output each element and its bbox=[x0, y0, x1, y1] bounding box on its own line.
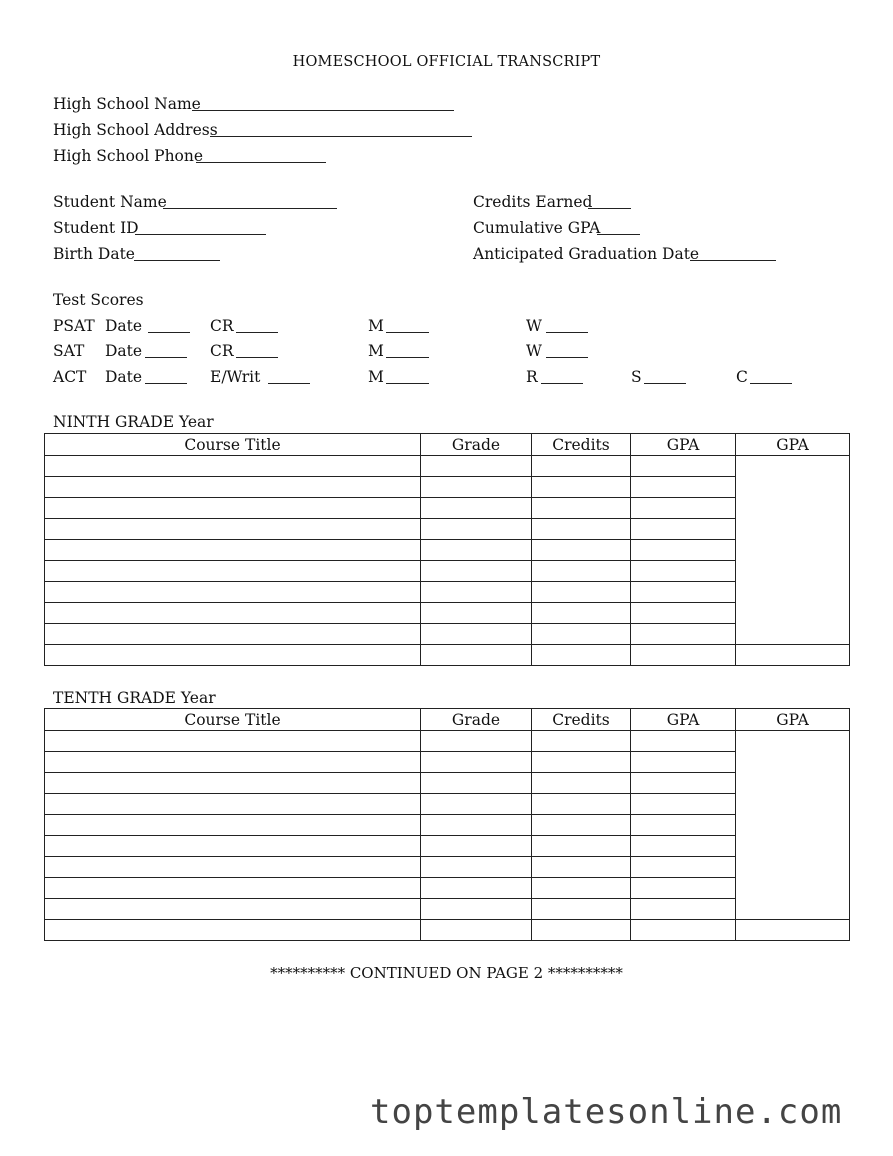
grade-cell[interactable] bbox=[421, 645, 532, 666]
grade-cell[interactable] bbox=[421, 836, 532, 857]
sat-w-field[interactable] bbox=[546, 357, 588, 358]
table-row[interactable] bbox=[45, 731, 850, 752]
gpa-cell[interactable] bbox=[631, 878, 736, 899]
credits-earned-field[interactable] bbox=[588, 208, 631, 209]
column-gpa: GPA bbox=[631, 709, 736, 731]
gpa-cell[interactable] bbox=[631, 920, 736, 941]
table-row[interactable] bbox=[45, 540, 850, 561]
grade-cell[interactable] bbox=[421, 920, 532, 941]
graduation-date-field[interactable] bbox=[690, 260, 776, 261]
sat-date-field[interactable] bbox=[145, 357, 187, 358]
gpa-cell[interactable] bbox=[631, 540, 736, 561]
credits-cell[interactable] bbox=[532, 752, 631, 773]
column-credits: Credits bbox=[532, 434, 631, 456]
table-row[interactable] bbox=[45, 519, 850, 540]
gpa-cell[interactable] bbox=[631, 519, 736, 540]
psat-m-label: M bbox=[368, 317, 384, 335]
credits-cell[interactable] bbox=[532, 878, 631, 899]
course-cell[interactable] bbox=[45, 794, 421, 815]
table-row[interactable] bbox=[45, 582, 850, 603]
course-cell[interactable] bbox=[45, 878, 421, 899]
birth-date-label: Birth Date bbox=[53, 245, 135, 263]
credits-cell[interactable] bbox=[532, 561, 631, 582]
school-phone-label: High School Phone bbox=[53, 147, 204, 165]
table-row[interactable] bbox=[45, 899, 850, 920]
table-row[interactable] bbox=[45, 920, 850, 941]
gpa-cell[interactable] bbox=[631, 456, 736, 477]
gpa-cell[interactable] bbox=[631, 645, 736, 666]
tenth-grade-heading: TENTH GRADE Year bbox=[53, 689, 216, 707]
table-row[interactable] bbox=[45, 456, 850, 477]
credits-cell[interactable] bbox=[532, 456, 631, 477]
act-c-label: C bbox=[736, 368, 748, 386]
gpa-total-cell[interactable] bbox=[736, 920, 850, 941]
psat-date-label: Date bbox=[105, 317, 143, 335]
course-cell[interactable] bbox=[45, 561, 421, 582]
school-address-field[interactable] bbox=[210, 136, 472, 137]
sat-cr-label: CR bbox=[210, 342, 234, 360]
cumulative-gpa-field[interactable] bbox=[597, 234, 640, 235]
act-m-label: M bbox=[368, 368, 384, 386]
act-date-label: Date bbox=[105, 368, 143, 386]
column-course-title: Course Title bbox=[45, 709, 421, 731]
student-name-label: Student Name bbox=[53, 193, 167, 211]
grade-cell[interactable] bbox=[421, 899, 532, 920]
course-cell[interactable] bbox=[45, 603, 421, 624]
course-cell[interactable] bbox=[45, 899, 421, 920]
table-row[interactable] bbox=[45, 752, 850, 773]
course-cell[interactable] bbox=[45, 752, 421, 773]
gpa-total-cell[interactable] bbox=[736, 456, 850, 645]
column-gpa: GPA bbox=[631, 434, 736, 456]
table-row[interactable] bbox=[45, 815, 850, 836]
psat-cr-label: CR bbox=[210, 317, 234, 335]
course-cell[interactable] bbox=[45, 624, 421, 645]
grade-cell[interactable] bbox=[421, 878, 532, 899]
graduation-date-label: Anticipated Graduation Date bbox=[473, 245, 700, 263]
table-row[interactable] bbox=[45, 836, 850, 857]
gpa-cell[interactable] bbox=[631, 752, 736, 773]
grade-cell[interactable] bbox=[421, 582, 532, 603]
course-cell[interactable] bbox=[45, 857, 421, 878]
credits-cell[interactable] bbox=[532, 624, 631, 645]
gpa-total-cell[interactable] bbox=[736, 731, 850, 920]
table-header-row bbox=[45, 709, 850, 731]
credits-cell[interactable] bbox=[532, 498, 631, 519]
gpa-total-cell[interactable] bbox=[736, 645, 850, 666]
act-label: ACT bbox=[53, 368, 87, 386]
course-cell[interactable] bbox=[45, 645, 421, 666]
column-credits: Credits bbox=[532, 709, 631, 731]
gpa-cell[interactable] bbox=[631, 624, 736, 645]
sat-date-label: Date bbox=[105, 342, 143, 360]
gpa-cell[interactable] bbox=[631, 582, 736, 603]
table-row[interactable] bbox=[45, 498, 850, 519]
grade-cell[interactable] bbox=[421, 731, 532, 752]
gpa-cell[interactable] bbox=[631, 815, 736, 836]
table-row[interactable] bbox=[45, 794, 850, 815]
act-s-field[interactable] bbox=[644, 383, 686, 384]
grade-cell[interactable] bbox=[421, 857, 532, 878]
gpa-cell[interactable] bbox=[631, 561, 736, 582]
table-row[interactable] bbox=[45, 857, 850, 878]
gpa-cell[interactable] bbox=[631, 477, 736, 498]
course-cell[interactable] bbox=[45, 815, 421, 836]
ninth-grade-table bbox=[44, 433, 850, 666]
credits-cell[interactable] bbox=[532, 603, 631, 624]
grade-cell[interactable] bbox=[421, 815, 532, 836]
sat-m-label: M bbox=[368, 342, 384, 360]
credits-cell[interactable] bbox=[532, 731, 631, 752]
school-address-label: High School Address bbox=[53, 121, 218, 139]
psat-label: PSAT bbox=[53, 317, 95, 335]
credits-cell[interactable] bbox=[532, 519, 631, 540]
table-row[interactable] bbox=[45, 561, 850, 582]
watermark: toptemplatesonline.com bbox=[370, 1092, 843, 1132]
sat-cr-field[interactable] bbox=[236, 357, 278, 358]
act-s-label: S bbox=[631, 368, 642, 386]
grade-cell[interactable] bbox=[421, 456, 532, 477]
course-cell[interactable] bbox=[45, 920, 421, 941]
student-name-field[interactable] bbox=[163, 208, 337, 209]
column-grade: Grade bbox=[421, 709, 532, 731]
course-cell[interactable] bbox=[45, 540, 421, 561]
sat-w-label: W bbox=[526, 342, 542, 360]
grade-cell[interactable] bbox=[421, 540, 532, 561]
course-cell[interactable] bbox=[45, 477, 421, 498]
credits-cell[interactable] bbox=[532, 815, 631, 836]
credits-earned-label: Credits Earned bbox=[473, 193, 593, 211]
column-gpa-total: GPA bbox=[736, 709, 850, 731]
credits-cell[interactable] bbox=[532, 773, 631, 794]
ninth-grade-heading: NINTH GRADE Year bbox=[53, 413, 214, 431]
page-title: HOMESCHOOL OFFICIAL TRANSCRIPT bbox=[292, 54, 601, 70]
table-row[interactable] bbox=[45, 773, 850, 794]
grade-cell[interactable] bbox=[421, 773, 532, 794]
act-r-label: R bbox=[526, 368, 538, 386]
school-name-label: High School Name bbox=[53, 95, 201, 113]
grade-cell[interactable] bbox=[421, 603, 532, 624]
course-cell[interactable] bbox=[45, 456, 421, 477]
act-m-field[interactable] bbox=[386, 383, 429, 384]
act-r-field[interactable] bbox=[541, 383, 583, 384]
gpa-cell[interactable] bbox=[631, 836, 736, 857]
gpa-cell[interactable] bbox=[631, 498, 736, 519]
course-cell[interactable] bbox=[45, 773, 421, 794]
credits-cell[interactable] bbox=[532, 645, 631, 666]
column-gpa-total: GPA bbox=[736, 434, 850, 456]
act-date-field[interactable] bbox=[145, 383, 187, 384]
table-row[interactable] bbox=[45, 624, 850, 645]
psat-m-field[interactable] bbox=[386, 332, 429, 333]
continued-note: ********** CONTINUED ON PAGE 2 ********** bbox=[270, 964, 623, 982]
credits-cell[interactable] bbox=[532, 477, 631, 498]
psat-w-label: W bbox=[526, 317, 542, 335]
gpa-cell[interactable] bbox=[631, 731, 736, 752]
school-phone-field[interactable] bbox=[196, 162, 326, 163]
credits-cell[interactable] bbox=[532, 794, 631, 815]
column-grade: Grade bbox=[421, 434, 532, 456]
grade-cell[interactable] bbox=[421, 752, 532, 773]
credits-cell[interactable] bbox=[532, 836, 631, 857]
grade-cell[interactable] bbox=[421, 624, 532, 645]
grade-cell[interactable] bbox=[421, 498, 532, 519]
credits-cell[interactable] bbox=[532, 582, 631, 603]
gpa-cell[interactable] bbox=[631, 857, 736, 878]
table-row[interactable] bbox=[45, 878, 850, 899]
table-row[interactable] bbox=[45, 477, 850, 498]
act-ewrit-label: E/Writ bbox=[210, 368, 261, 386]
student-id-field[interactable] bbox=[135, 234, 266, 235]
sat-m-field[interactable] bbox=[386, 357, 429, 358]
tenth-grade-table bbox=[44, 708, 850, 941]
test-scores-heading: Test Scores bbox=[53, 291, 144, 309]
grade-cell[interactable] bbox=[421, 477, 532, 498]
gpa-cell[interactable] bbox=[631, 773, 736, 794]
grade-cell[interactable] bbox=[421, 794, 532, 815]
psat-date-field[interactable] bbox=[148, 332, 190, 333]
school-name-field[interactable] bbox=[192, 110, 454, 111]
column-course-title: Course Title bbox=[45, 434, 421, 456]
table-header-row bbox=[45, 434, 850, 456]
course-cell[interactable] bbox=[45, 731, 421, 752]
act-c-field[interactable] bbox=[750, 383, 792, 384]
credits-cell[interactable] bbox=[532, 899, 631, 920]
gpa-cell[interactable] bbox=[631, 794, 736, 815]
credits-cell[interactable] bbox=[532, 540, 631, 561]
gpa-cell[interactable] bbox=[631, 603, 736, 624]
cumulative-gpa-label: Cumulative GPA bbox=[473, 219, 601, 237]
credits-cell[interactable] bbox=[532, 857, 631, 878]
birth-date-field[interactable] bbox=[134, 260, 220, 261]
course-cell[interactable] bbox=[45, 498, 421, 519]
table-row[interactable] bbox=[45, 603, 850, 624]
psat-w-field[interactable] bbox=[546, 332, 588, 333]
course-cell[interactable] bbox=[45, 836, 421, 857]
course-cell[interactable] bbox=[45, 519, 421, 540]
credits-cell[interactable] bbox=[532, 920, 631, 941]
student-id-label: Student ID bbox=[53, 219, 139, 237]
grade-cell[interactable] bbox=[421, 561, 532, 582]
grade-cell[interactable] bbox=[421, 519, 532, 540]
sat-label: SAT bbox=[53, 342, 85, 360]
gpa-cell[interactable] bbox=[631, 899, 736, 920]
course-cell[interactable] bbox=[45, 582, 421, 603]
table-row[interactable] bbox=[45, 645, 850, 666]
act-ewrit-field[interactable] bbox=[268, 383, 310, 384]
psat-cr-field[interactable] bbox=[236, 332, 278, 333]
